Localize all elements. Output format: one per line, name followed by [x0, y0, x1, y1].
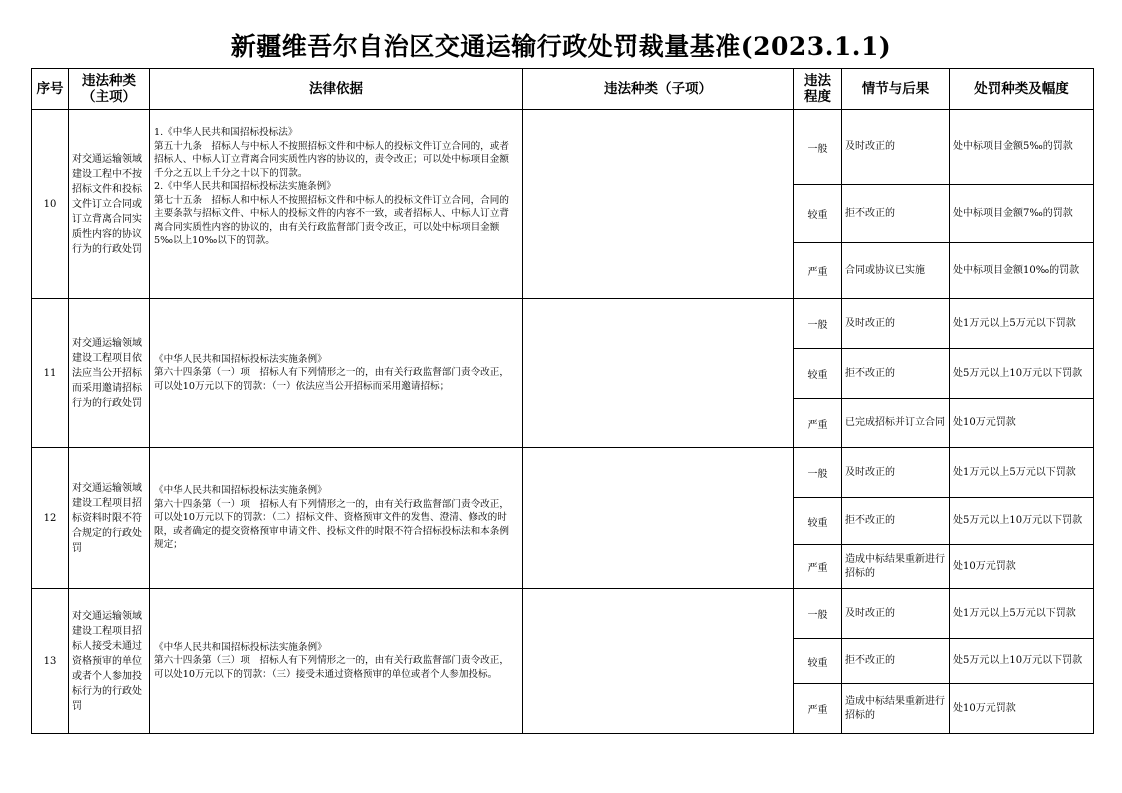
header-level-line2: 程度: [804, 89, 831, 105]
row-seq: 10: [32, 110, 69, 299]
row-circumstance: 及时改正的: [842, 589, 950, 639]
row-law-basis: 《中华人民共和国招标投标法实施条例》 第六十四条第（一）项 招标人有下列情形之一的，由有关行政监督部门责令改正，可以处10万元以下的罚款：（二）招标文件、资格预审文件的发售、澄清、修改的时限，或者确定的提交资格预审申请文件、投标文件的时限不符合招标投标法和本条例规定；: [150, 448, 523, 589]
row-main-type: 对交通运输领域建设工程项目招标资料时限不符合规定的行政处罚: [69, 448, 150, 589]
row-law-basis: 1.《中华人民共和国招标投标法》 第五十九条 招标人与中标人不按照招标文件和中标人的投标文件订立合同的，或者招标人、中标人订立背离合同实质性内容的协议的，责令改正；可以处中标项目金额千分之五以上千分之十以下的罚款。 2.《中华人民共和国招标投标法实施条例》 第七十五条 招标人和中标人不按照招标文件和中标人的投标文件订立合同，合同的主要条款与招标文件、中标人的投标文件的内容不一致，或者招标人、中标人订立背离合同实质性内容的协议的，由有关行政监督部门责令改正，可以处中标项目金额5‰以上10‰以下的罚款。: [150, 110, 523, 299]
row-sub-type: [523, 589, 794, 734]
row-circumstance: 拒不改正的: [842, 185, 950, 243]
row-seq: 12: [32, 448, 69, 589]
row-law-basis: 《中华人民共和国招标投标法实施条例》 第六十四条第（三）项 招标人有下列情形之一的，由有关行政监督部门责令改正，可以处10万元以下的罚款：（三）接受未通过资格预审的单位或者个人参加投标。: [150, 589, 523, 734]
row-circumstance: 合同或协议已实施: [842, 243, 950, 299]
row-circumstance: 拒不改正的: [842, 498, 950, 545]
row-level: 较重: [794, 349, 842, 399]
row-penalty: 处1万元以上5万元以下罚款: [950, 448, 1094, 498]
row-penalty: 处10万元罚款: [950, 684, 1094, 734]
row-level: 一般: [794, 448, 842, 498]
row-penalty: 处5万元以上10万元以下罚款: [950, 639, 1094, 684]
page-title: 新疆维吾尔自治区交通运输行政处罚裁量基准(2023.1.1): [230, 32, 892, 61]
row-circumstance: 造成中标结果重新进行招标的: [842, 684, 950, 734]
row-level: 较重: [794, 185, 842, 243]
row-sub-type: [523, 299, 794, 448]
row-level: 较重: [794, 498, 842, 545]
row-law-basis: 《中华人民共和国招标投标法实施条例》 第六十四条第（一）项 招标人有下列情形之一的，由有关行政监督部门责令改正，可以处10万元以下的罚款：（一）依法应当公开招标而采用邀请招标；: [150, 299, 523, 448]
table-row: [32, 589, 1094, 639]
row-penalty: 处中标项目金额7‰的罚款: [950, 185, 1094, 243]
header-main-type: [69, 69, 150, 110]
row-penalty: 处5万元以上10万元以下罚款: [950, 349, 1094, 399]
row-seq: 11: [32, 299, 69, 448]
row-level: 较重: [794, 639, 842, 684]
row-circumstance: 及时改正的: [842, 110, 950, 185]
row-level: 一般: [794, 110, 842, 185]
header-penalty: 处罚种类及幅度: [950, 69, 1094, 110]
row-circumstance: 已完成招标并订立合同: [842, 399, 950, 448]
row-main-type: 对交通运输领域建设工程项目依法应当公开招标而采用邀请招标行为的行政处罚: [69, 299, 150, 448]
table-row: [32, 299, 1094, 349]
row-penalty: 处1万元以上5万元以下罚款: [950, 299, 1094, 349]
row-level: 一般: [794, 589, 842, 639]
row-level: 严重: [794, 399, 842, 448]
header-law: 法律依据: [150, 69, 523, 110]
table-row: [32, 448, 1094, 498]
row-level: 严重: [794, 545, 842, 589]
row-circumstance: 拒不改正的: [842, 349, 950, 399]
row-level: 一般: [794, 299, 842, 349]
row-level: 严重: [794, 684, 842, 734]
header-main-line1: 违法种类: [82, 73, 136, 89]
row-main-type: 对交通运输领域建设工程项目招标人接受未通过资格预审的单位或者个人参加投标行为的行政处罚: [69, 589, 150, 734]
row-penalty: 处中标项目金额10‰的罚款: [950, 243, 1094, 299]
table-row: [32, 110, 1094, 185]
row-circumstance: 造成中标结果重新进行招标的: [842, 545, 950, 589]
row-circumstance: 及时改正的: [842, 299, 950, 349]
row-circumstance: 及时改正的: [842, 448, 950, 498]
row-level: 严重: [794, 243, 842, 299]
penalty-standard-table: [31, 68, 1094, 734]
row-sub-type: [523, 110, 794, 299]
row-penalty: 处10万元罚款: [950, 545, 1094, 589]
header-sub-type: 违法种类（子项）: [523, 69, 794, 110]
row-circumstance: 拒不改正的: [842, 639, 950, 684]
row-penalty: 处5万元以上10万元以下罚款: [950, 498, 1094, 545]
header-seq: 序号: [32, 69, 69, 110]
header-row: [32, 69, 1094, 110]
row-main-type: 对交通运输领域建设工程中不按招标文件和投标文件订立合同或订立背离合同实质性内容的协议行为的行政处罚: [69, 110, 150, 299]
row-penalty: 处10万元罚款: [950, 399, 1094, 448]
header-main-line2: （主项）: [82, 89, 136, 105]
row-seq: 13: [32, 589, 69, 734]
header-level-line1: 违法: [804, 73, 831, 89]
row-penalty: 处1万元以上5万元以下罚款: [950, 589, 1094, 639]
header-level: [794, 69, 842, 110]
header-circumstance: 情节与后果: [842, 69, 950, 110]
row-sub-type: [523, 448, 794, 589]
row-penalty: 处中标项目金额5‰的罚款: [950, 110, 1094, 185]
